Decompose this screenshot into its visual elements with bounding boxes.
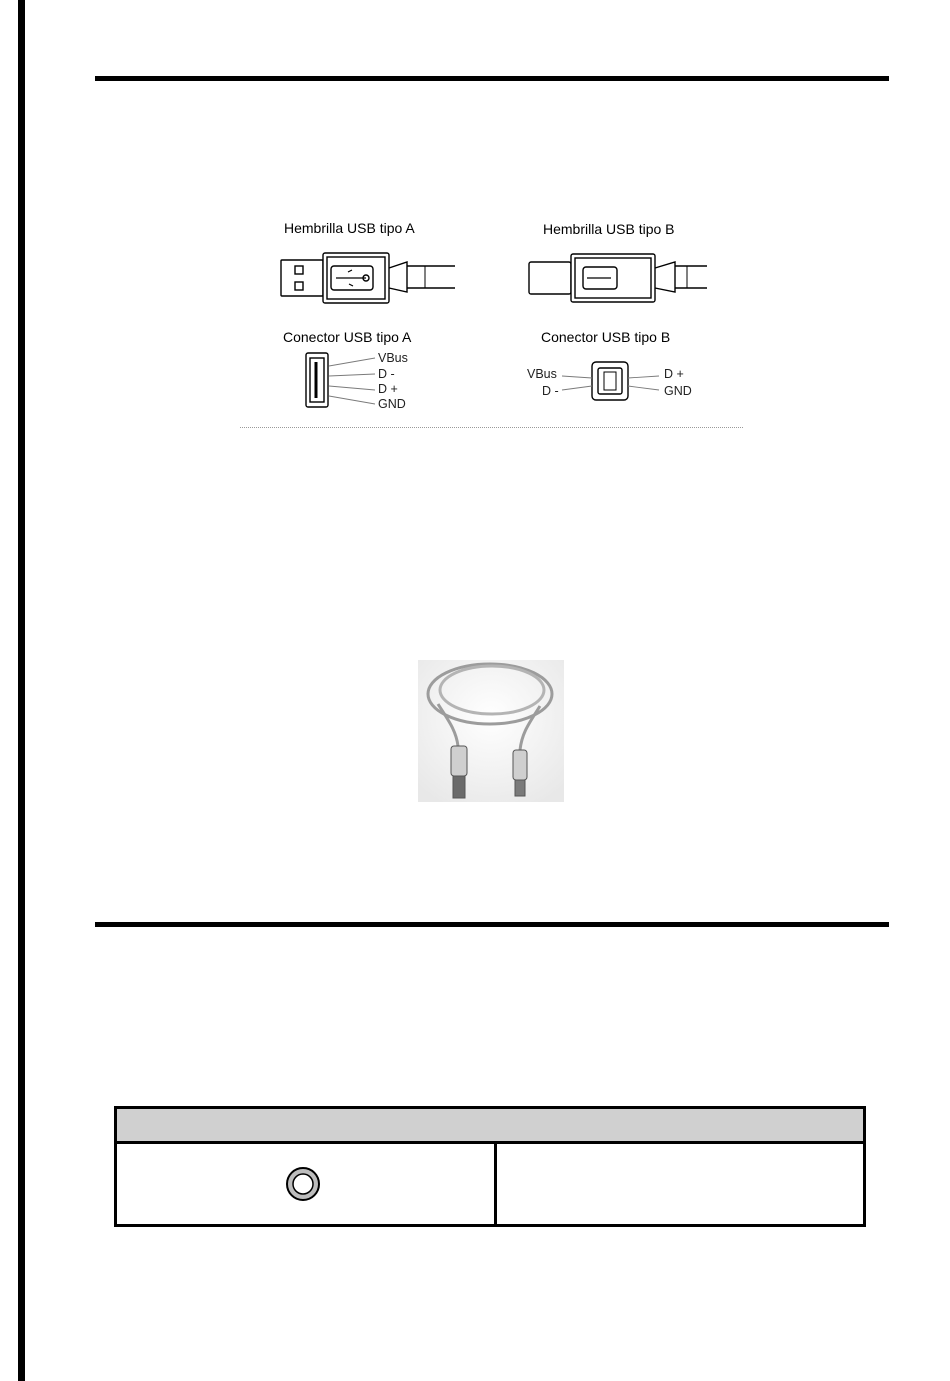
- pin-b-dplus: D +: [664, 367, 684, 381]
- usb-b-plug-icon: [529, 254, 707, 302]
- table-cell-right: [497, 1144, 863, 1224]
- socket-b-label: Hembrilla USB tipo B: [543, 221, 675, 237]
- middle-rule: [95, 922, 889, 927]
- top-rule: [95, 76, 889, 81]
- pin-a-dminus: D -: [378, 367, 395, 381]
- connector-b-label: Conector USB tipo B: [541, 329, 671, 345]
- pin-b-gnd: GND: [664, 384, 692, 398]
- usb-a-socket-icon: [306, 353, 375, 407]
- dotted-separator: [240, 427, 743, 428]
- table-header: [117, 1109, 863, 1144]
- info-table: [114, 1106, 866, 1227]
- connector-a-label: Conector USB tipo A: [283, 329, 412, 345]
- usb-connector-diagram: [237, 200, 743, 428]
- pin-a-dplus: D +: [378, 382, 398, 396]
- pin-b-dminus: D -: [542, 384, 559, 398]
- pin-a-gnd: GND: [378, 397, 406, 411]
- usb-a-plug-icon: [281, 253, 455, 303]
- usb-b-socket-icon: [562, 362, 659, 400]
- pin-a-vbus: VBus: [378, 351, 408, 365]
- page-spine-bar: [18, 0, 25, 1381]
- table-cell-left: [117, 1144, 494, 1224]
- ring-icon: [283, 1164, 323, 1204]
- socket-a-label: Hembrilla USB tipo A: [284, 220, 415, 236]
- pin-b-vbus: VBus: [527, 367, 557, 381]
- usb-cable-photo: [418, 660, 564, 802]
